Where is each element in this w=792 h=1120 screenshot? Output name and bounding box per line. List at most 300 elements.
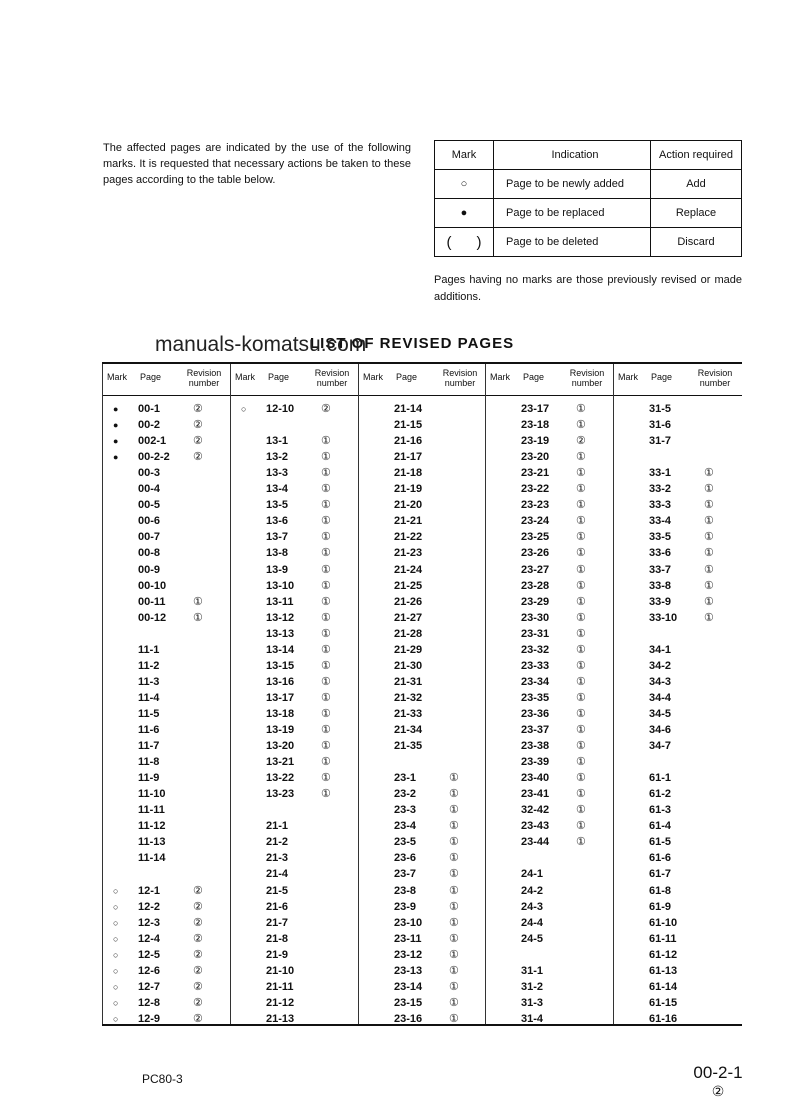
revision-number: ② [193, 884, 203, 897]
page-entry: 34-3 [649, 675, 672, 688]
added-mark-icon: ○ [113, 997, 119, 1008]
page-entry: 13-11 [266, 595, 294, 608]
revision-number: ① [576, 691, 586, 704]
header-mark: Mark [235, 372, 255, 382]
page-entry: 13-9 [266, 563, 289, 576]
page-entry: 33-1 [649, 467, 672, 480]
added-mark-icon: ○ [113, 901, 119, 912]
header-number: number [571, 378, 603, 388]
page-entry: 23-32 [521, 643, 550, 656]
page-entry: 11-1 [138, 643, 160, 656]
table-column-group [613, 364, 743, 1024]
revision-number: ① [576, 627, 586, 640]
page-entry: 21-9 [266, 948, 289, 961]
page-entry: 21-32 [394, 691, 423, 704]
page-entry: 33-3 [649, 499, 672, 512]
table-column-group [358, 364, 486, 1024]
page-entry: 23-27 [521, 563, 550, 576]
revision-number: ① [449, 1012, 459, 1025]
added-mark-icon: ○ [113, 949, 119, 960]
revision-number: ② [193, 403, 203, 415]
revision-number: ① [449, 948, 459, 961]
page-entry: 11-12 [138, 820, 166, 833]
page-entry: 61-10 [649, 916, 678, 929]
page-entry: 11-4 [138, 691, 160, 704]
page-entry: 11-5 [138, 707, 160, 720]
page-entry: 61-12 [649, 948, 678, 961]
header-page: Page [396, 372, 418, 382]
revision-number: ① [321, 531, 331, 544]
page-entry: 00-4 [138, 483, 161, 496]
page-entry: 12-5 [138, 948, 161, 961]
revision-number: ① [321, 691, 331, 704]
page-entry: 23-15 [394, 996, 423, 1009]
page-entry: 13-17 [266, 691, 295, 704]
legend-action: Add [651, 170, 742, 199]
header-number: number [699, 378, 731, 388]
revision-number: ① [576, 467, 586, 480]
page-entry: 23-1 [394, 772, 417, 785]
page-entry: 61-13 [649, 964, 678, 977]
revision-number: ① [576, 820, 586, 833]
page-entry: 13-1 [266, 435, 289, 448]
page-entry: 13-8 [266, 547, 289, 560]
page-entry: 61-6 [649, 852, 672, 865]
page-entry: 34-5 [649, 707, 672, 720]
page-entry: 23-44 [521, 836, 550, 849]
revision-number: ② [193, 916, 203, 929]
page-entry: 23-13 [394, 964, 423, 977]
table-column-group [230, 364, 359, 1024]
page-entry: 23-30 [521, 611, 550, 624]
model-number: PC80-3 [142, 1072, 183, 1086]
page-entry: 11-11 [138, 804, 165, 817]
page-entry: 13-10 [266, 579, 295, 592]
page-entry: 23-36 [521, 707, 550, 720]
page-entry: 23-11 [394, 932, 422, 945]
page-entry: 23-22 [521, 483, 550, 496]
revision-number: ① [576, 675, 586, 688]
page-entry: 21-24 [394, 563, 423, 576]
page-entry: 11-13 [138, 836, 166, 849]
page-entry: 13-5 [266, 499, 289, 512]
page-entry: 33-7 [649, 563, 672, 576]
revision-number: ② [576, 435, 586, 448]
page-entry: 12-7 [138, 980, 161, 993]
header-page: Page [651, 372, 673, 382]
page-entry: 23-2 [394, 788, 417, 801]
revision-number: ① [321, 515, 331, 528]
revision-number: ② [193, 932, 203, 945]
page-entry: 21-8 [266, 932, 289, 945]
page-entry: 00-10 [138, 579, 167, 592]
revision-number: ① [449, 820, 459, 833]
revision-number: ① [576, 483, 586, 496]
added-mark-icon: ○ [241, 404, 247, 414]
header-page: Page [523, 372, 545, 382]
page-entry: 24-5 [521, 932, 544, 945]
page-entry: 13-23 [266, 788, 295, 801]
revision-number: ① [576, 595, 586, 608]
legend-header-indication: Indication [494, 141, 651, 170]
page-entry: 61-7 [649, 868, 672, 881]
page-entry: 23-31 [521, 627, 550, 640]
page-entry: 21-4 [266, 868, 289, 881]
page-entry: 11-3 [138, 675, 160, 688]
revision-number: ① [193, 595, 203, 608]
revision-number: ① [576, 740, 586, 753]
page-entry: 13-22 [266, 772, 295, 785]
revision-number: ① [576, 403, 586, 415]
legend-header-mark: Mark [435, 141, 494, 170]
revision-number: ① [704, 483, 714, 496]
page-entry: 002-1 [138, 435, 167, 448]
revision-number: ② [193, 980, 203, 993]
page-entry: 33-10 [649, 611, 678, 624]
page-entry: 21-25 [394, 579, 423, 592]
page-entry: 12-6 [138, 964, 161, 977]
revision-number: ② [321, 403, 331, 415]
page-entry: 23-4 [394, 820, 417, 833]
filled-circle-mark-icon: ● [435, 199, 494, 228]
revision-number: ① [449, 852, 459, 865]
page-entry: 23-35 [521, 691, 550, 704]
legend-header-row [435, 141, 742, 170]
page-entry: 21-19 [394, 483, 423, 496]
revision-number: ① [321, 547, 331, 560]
legend-header-action: Action required [651, 141, 742, 170]
header-mark: Mark [490, 372, 510, 382]
table-column-group [485, 364, 614, 1024]
revision-number: ① [704, 595, 714, 608]
page-entry: 11-9 [138, 772, 160, 785]
revision-number: ① [321, 595, 331, 608]
header-revision: Revision [442, 368, 478, 378]
revision-number: ① [576, 419, 586, 432]
revision-number: ① [449, 900, 459, 913]
page-entry: 12-4 [138, 932, 161, 945]
revision-number: ① [704, 579, 714, 592]
page-entry: 61-1 [649, 772, 672, 785]
page-entry: 23-43 [521, 820, 550, 833]
page-entry: 11-8 [138, 756, 160, 769]
revision-number: ① [704, 467, 714, 480]
intro-text: The affected pages are indicated by the use of the following marks. It is requested that necessary actions be taken to these pages according to the table below. [103, 142, 411, 186]
legend-action: Discard [651, 228, 742, 257]
page-entry: 33-4 [649, 515, 672, 528]
revision-number: ① [704, 547, 714, 560]
revision-number: ① [449, 868, 459, 881]
replaced-mark-icon: ● [113, 452, 119, 463]
page-entry: 13-7 [266, 531, 289, 544]
revision-number: ① [449, 996, 459, 1009]
page-entry: 23-5 [394, 836, 417, 849]
revision-number: ② [193, 948, 203, 961]
page-entry: 31-6 [649, 419, 672, 432]
revision-number: ① [321, 611, 331, 624]
revision-number: ① [449, 788, 459, 801]
page-entry: 23-26 [521, 547, 550, 560]
page-entry: 21-27 [394, 611, 423, 624]
page-entry: 11-10 [138, 788, 166, 801]
added-mark-icon: ○ [113, 981, 119, 992]
revision-number: ① [321, 772, 331, 785]
page-number-text: 00-2-1 [693, 1063, 743, 1082]
revision-number: ① [576, 547, 586, 560]
page-entry: 23-18 [521, 419, 550, 432]
page-entry: 31-2 [521, 980, 544, 993]
page-entry: 33-2 [649, 483, 672, 496]
revision-number: ① [576, 836, 586, 849]
page-entry: 31-1 [521, 964, 544, 977]
page-entry: 24-4 [521, 916, 544, 929]
revision-number: ① [576, 563, 586, 576]
page-entry: 21-21 [394, 515, 423, 528]
revision-number: ① [449, 836, 459, 849]
page-entry: 34-2 [649, 659, 672, 672]
page-entry: 31-7 [649, 435, 672, 448]
legend-action: Replace [651, 199, 742, 228]
page-entry: 13-4 [266, 483, 289, 496]
page-entry: 24-3 [521, 900, 544, 913]
page-entry: 23-37 [521, 724, 550, 736]
revision-number: ① [321, 467, 331, 480]
header-mark: Mark [618, 372, 638, 382]
page-entry: 13-19 [266, 724, 295, 736]
page-entry: 33-5 [649, 531, 672, 544]
revision-number: ① [449, 804, 459, 817]
page-entry: 34-1 [649, 643, 672, 656]
revision-number: ① [704, 531, 714, 544]
page-entry: 21-13 [266, 1012, 295, 1025]
page-entry: 21-14 [394, 403, 423, 415]
revision-number: ① [576, 804, 586, 817]
page-entry: 23-6 [394, 852, 417, 865]
legend-indication: Page to be replaced [494, 199, 651, 228]
page-entry: 24-2 [521, 884, 544, 897]
page-entry: 00-3 [138, 467, 161, 480]
page-entry: 23-16 [394, 1012, 423, 1025]
page-entry: 21-2 [266, 836, 289, 849]
revision-number: ② [193, 996, 203, 1009]
page-entry: 23-40 [521, 772, 550, 785]
revision-number: ① [193, 611, 203, 624]
page-entry: 13-14 [266, 643, 295, 656]
page-entry: 11-2 [138, 659, 160, 672]
revision-number: ① [576, 772, 586, 785]
page-entry: 21-11 [266, 980, 294, 993]
page-entry: 21-3 [266, 852, 289, 865]
revision-number: ① [321, 499, 331, 512]
page-entry: 34-7 [649, 740, 672, 753]
page-entry: 13-2 [266, 451, 289, 464]
page-entry: 23-24 [521, 515, 550, 528]
page-entry: 00-2 [138, 419, 161, 432]
page-title: LIST OF REVISED PAGES [310, 335, 515, 352]
page-entry: 61-2 [649, 788, 672, 801]
page-entry: 61-15 [649, 996, 678, 1009]
page-entry: 33-9 [649, 595, 672, 608]
page-entry: 23-12 [394, 948, 423, 961]
header-revision-number [179, 368, 229, 388]
revised-pages-table [102, 362, 742, 1026]
page-entry: 61-8 [649, 884, 672, 897]
page-entry: 23-33 [521, 659, 550, 672]
page-entry: 23-38 [521, 740, 550, 753]
revision-number: ① [321, 435, 331, 448]
revision-number: ① [576, 515, 586, 528]
revision-number: ① [704, 515, 714, 528]
page-entry: 23-28 [521, 579, 550, 592]
revision-number: ① [449, 980, 459, 993]
page-revision: ② [711, 1083, 725, 1099]
revision-number: ① [321, 627, 331, 640]
added-mark-icon: ○ [113, 917, 119, 928]
revision-number: ② [193, 419, 203, 432]
no-marks-note: Pages having no marks are those previously revised or made additions. [434, 274, 742, 303]
page-entry: 00-1 [138, 403, 161, 415]
revision-number: ② [193, 435, 203, 448]
revision-number: ① [576, 579, 586, 592]
header-page: Page [140, 372, 162, 382]
page-entry: 12-3 [138, 916, 161, 929]
replaced-mark-icon: ● [113, 420, 119, 431]
header-revision-number [435, 368, 485, 388]
added-mark-icon: ○ [113, 933, 119, 944]
page-entry: 61-3 [649, 804, 672, 817]
header-number: number [188, 378, 220, 388]
header-number: number [444, 378, 476, 388]
legend-row-discard [435, 228, 742, 257]
revision-number: ① [449, 964, 459, 977]
open-circle-mark-icon: ○ [435, 170, 494, 199]
revision-number: ① [576, 707, 586, 720]
revision-number: ① [321, 707, 331, 720]
page-entry: 13-20 [266, 740, 295, 753]
header-mark: Mark [363, 372, 383, 382]
revision-number: ① [321, 788, 331, 801]
revision-number: ① [704, 563, 714, 576]
page-entry: 21-18 [394, 467, 423, 480]
page-entry: 21-33 [394, 707, 423, 720]
revision-number: ① [576, 788, 586, 801]
header-revision-number [690, 368, 740, 388]
page-entry: 12-2 [138, 900, 161, 913]
revision-number: ① [576, 659, 586, 672]
revision-number: ① [321, 483, 331, 496]
revision-number: ② [193, 1012, 203, 1025]
revision-number: ② [193, 900, 203, 913]
page-entry: 21-22 [394, 531, 423, 544]
header-revision: Revision [314, 368, 350, 378]
page-entry: 21-26 [394, 595, 423, 608]
revision-number: ① [449, 884, 459, 897]
revision-number: ② [193, 964, 203, 977]
page-entry: 21-23 [394, 547, 423, 560]
header-revision-number [562, 368, 612, 388]
marks-legend-table [434, 140, 742, 257]
revision-number: ① [576, 611, 586, 624]
page-entry: 00-9 [138, 563, 161, 576]
header-number: number [316, 378, 348, 388]
page-entry: 23-7 [394, 868, 417, 881]
page-entry: 12-1 [138, 884, 161, 897]
page-entry: 13-3 [266, 467, 289, 480]
revision-number: ① [449, 932, 459, 945]
page-entry: 24-1 [521, 868, 544, 881]
revision-number: ① [321, 451, 331, 464]
revision-number: ① [321, 675, 331, 688]
page-entry: 12-9 [138, 1012, 161, 1025]
page-entry: 23-10 [394, 916, 423, 929]
page-entry: 23-14 [394, 980, 423, 993]
header-revision: Revision [186, 368, 222, 378]
page-entry: 13-21 [266, 756, 295, 769]
page-entry: 61-4 [649, 820, 672, 833]
page-entry: 61-11 [649, 932, 677, 945]
page-entry: 13-12 [266, 611, 295, 624]
page-entry: 21-20 [394, 499, 423, 512]
page-entry: 61-14 [649, 980, 678, 993]
page-entry: 13-13 [266, 627, 295, 640]
page-entry: 23-29 [521, 595, 550, 608]
page-entry: 34-6 [649, 724, 672, 736]
page-entry: 21-28 [394, 627, 423, 640]
page-entry: 23-20 [521, 451, 550, 464]
page-entry: 23-3 [394, 804, 417, 817]
page-entry: 31-3 [521, 996, 544, 1009]
page-entry: 21-34 [394, 724, 423, 736]
page-entry: 34-4 [649, 691, 672, 704]
revision-number: ① [321, 659, 331, 672]
page-entry: 00-6 [138, 515, 161, 528]
page-entry: 00-8 [138, 547, 161, 560]
page-number [688, 1064, 748, 1100]
page-entry: 00-7 [138, 531, 161, 544]
added-mark-icon: ○ [113, 965, 119, 976]
page-entry: 21-29 [394, 643, 423, 656]
page-entry: 23-8 [394, 884, 417, 897]
added-mark-icon: ○ [113, 885, 119, 896]
page-entry: 61-16 [649, 1012, 678, 1025]
page-entry: 23-17 [521, 403, 550, 415]
page-entry: 33-6 [649, 547, 672, 560]
page-entry: 11-7 [138, 740, 160, 753]
page-entry: 23-21 [521, 467, 550, 480]
page-entry: 21-6 [266, 900, 289, 913]
page-entry: 23-34 [521, 675, 550, 688]
revision-number: ① [576, 451, 586, 464]
legend-row-replace [435, 199, 742, 228]
page-entry: 23-39 [521, 756, 550, 769]
revision-number: ① [321, 756, 331, 769]
page-entry: 21-30 [394, 659, 423, 672]
revision-number: ① [576, 643, 586, 656]
replaced-mark-icon: ● [113, 404, 119, 414]
revision-number: ① [704, 611, 714, 624]
page-entry: 31-5 [649, 403, 672, 415]
legend-indication: Page to be newly added [494, 170, 651, 199]
revision-number: ② [193, 451, 203, 464]
watermark: manuals-komatsu.com [155, 333, 367, 356]
page-entry: 11-14 [138, 852, 166, 865]
page-entry: 21-16 [394, 435, 423, 448]
page-entry: 12-8 [138, 996, 161, 1009]
revision-number: ① [321, 643, 331, 656]
page-entry: 23-9 [394, 900, 417, 913]
page-entry: 31-4 [521, 1012, 544, 1025]
page-entry: 21-7 [266, 916, 289, 929]
